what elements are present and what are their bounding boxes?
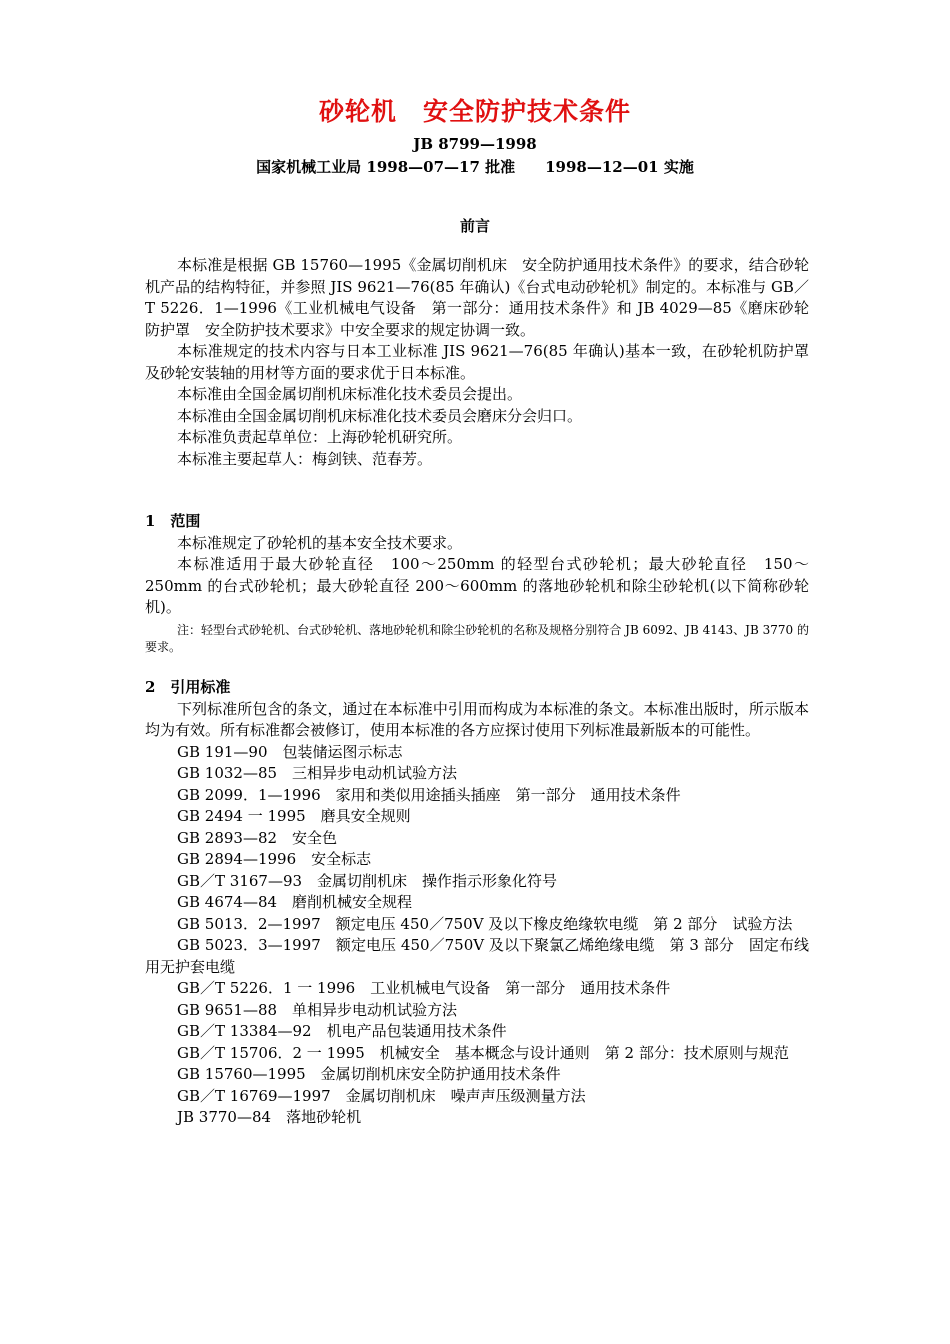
section-paragraph: 下列标准所包含的条文，通过在本标准中引用而构成为本标准的条文。本标准出版时，所示版本均为有效。所有标准都会被修订，使用本标准的各方应探讨使用下列标准最新版本的可能性。 (145, 699, 809, 739)
standard-code: JB 8799—1998 (413, 135, 537, 153)
foreword-body (145, 255, 809, 470)
section-references (145, 677, 809, 1129)
section-paragraph: 本标准适用于最大砂轮直径 100～250mm 的轻型台式砂轮机；最大砂轮直径 150～250mm 的台式砂轮机；最大砂轮直径 200～600mm 的落地砂轮机和除尘砂轮机(以下简称砂轮机)。 (145, 555, 809, 616)
foreword-paragraph: 本标准主要起草人：梅剑铗、范春芳。 (177, 449, 433, 468)
document-title: 砂轮机 安全防护技术条件 (318, 97, 631, 126)
foreword-paragraph: 本标准由全国金属切削机床标准化技术委员会提出。 (177, 385, 523, 403)
section-scope (145, 511, 809, 656)
reference-item: GB 2893—82 安全色 (177, 828, 338, 847)
reference-item: GB／T 16769—1997 金属切削机床 噪声声压级测量方法 (177, 1086, 586, 1105)
section-heading: 1 范围 (145, 512, 201, 530)
reference-item: GB 9651—88 单相异步电动机试验方法 (177, 1000, 458, 1019)
section-heading: 2 引用标准 (145, 678, 231, 696)
reference-item: GB 1032—85 三相异步电动机试验方法 (177, 764, 458, 782)
foreword-paragraph: 本标准规定的技术内容与日本工业标准 JIS 9621—76(85 年确认)基本一致，在砂轮机防护罩及砂轮安装轴的用材等方面的要求优于日本标准。 (145, 342, 809, 382)
reference-item: GB／T 15706．2 一 1995 机械安全 基本概念与设计通则 第 2 部分：技术原则与规范 (177, 1043, 789, 1062)
reference-item: GB 5013．2—1997 额定电压 450／750V 及以下橡皮绝缘软电缆 第 2 部分 试验方法 (177, 914, 793, 933)
reference-item: GB 4674—84 磨削机械安全规程 (177, 893, 413, 911)
reference-item: JB 3770—84 落地砂轮机 (177, 1108, 362, 1126)
foreword-heading: 前言 (459, 217, 490, 235)
section-note: 注：轻型台式砂轮机、台式砂轮机、落地砂轮机和除尘砂轮机的名称及规格分别符合 JB 6092、JB 4143、JB 3770 的要求。 (145, 622, 809, 654)
reference-item: GB 5023．3—1997 额定电压 450／750V 及以下聚氯乙烯绝缘电缆 第 3 部分 固定布线用无护套电缆 (145, 936, 809, 976)
approval-line: 国家机械工业局 1998—07—17 批准 1998—12—01 实施 (256, 158, 694, 176)
reference-item: GB／T 5226．1 一 1996 工业机械电气设备 第一部分 通用技术条件 (177, 979, 671, 997)
section-paragraph: 本标准规定了砂轮机的基本安全技术要求。 (177, 533, 463, 552)
reference-item: GB 2099．1—1996 家用和类似用途插头插座 第一部分 通用技术条件 (177, 785, 681, 804)
reference-item: GB／T 13384—92 机电产品包装通用技术条件 (177, 1022, 507, 1040)
foreword-paragraph: 本标准负责起草单位：上海砂轮机研究所。 (177, 428, 463, 446)
reference-item: GB 2894—1996 安全标志 (177, 850, 372, 868)
reference-item: GB／T 3167—93 金属切削机床 操作指示形象化符号 (177, 871, 558, 890)
reference-item: GB 191—90 包装储运图示标志 (177, 742, 403, 761)
reference-item: GB 15760—1995 金属切削机床安全防护通用技术条件 (177, 1065, 561, 1083)
reference-item: GB 2494 一 1995 磨具安全规则 (177, 807, 411, 825)
foreword-paragraph: 本标准是根据 GB 15760—1995《金属切削机床 安全防护通用技术条件》的要求，结合砂轮机产品的结构特征，并参照 JIS 9621—76(85 年确认)《台式电动砂轮机》制定的。本标准与 GB／T 5226．1—1996《工业机械电气设备 第一部分：通用技术条件》和 JB 4029—85《磨床砂轮防护罩 安全防护技术要求》中安全要求的规定协调一致。 (145, 256, 809, 339)
foreword-paragraph: 本标准由全国金属切削机床标准化技术委员会磨床分会归口。 (177, 406, 583, 425)
